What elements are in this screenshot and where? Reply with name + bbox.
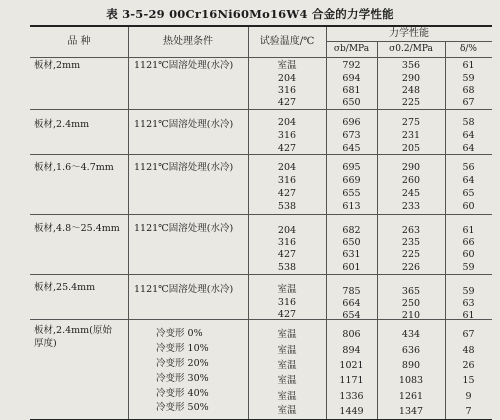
header-product: 品 种 <box>67 36 91 47</box>
cell-sigma-02: 290 <box>401 73 421 84</box>
cell-temp: 427 <box>277 188 297 199</box>
cell-sigma-02: 434 <box>401 329 421 340</box>
cell-sigma-02: 1347 <box>398 406 424 417</box>
cell-sigma-02: 260 <box>401 175 421 186</box>
cell-sigma-b: 894 <box>342 345 361 356</box>
cell-temp: 室温 <box>277 345 297 356</box>
cell-delta: 67 <box>462 97 475 108</box>
cell-sigma-02: 250 <box>401 298 421 309</box>
cell-sigma-b: 681 <box>342 85 361 96</box>
cell-sigma-02: 231 <box>401 130 421 141</box>
cell-temp: 204 <box>277 225 297 236</box>
cell-sigma-b: 1336 <box>339 391 364 402</box>
group-product-line2: 厚度) <box>34 338 57 349</box>
group-product-line1: 板材,2.4mm(原始 <box>34 325 112 336</box>
cell-sigma-b: 631 <box>342 249 361 260</box>
cell-temp: 室温 <box>277 284 297 295</box>
header-temperature: 试验温度/℃ <box>259 36 315 47</box>
group-treatment: 1121℃固溶处理(水冷) <box>134 162 234 173</box>
cell-delta: 63 <box>462 298 475 309</box>
cell-sigma-b: 645 <box>342 143 361 154</box>
cell-temp: 204 <box>277 73 297 84</box>
cell-sigma-02: 235 <box>401 237 421 248</box>
cell-sigma-b: 1449 <box>339 406 364 417</box>
cell-delta: 68 <box>462 85 475 96</box>
group-product: 板材,1.6～4.7mm <box>34 162 114 173</box>
cell-temp: 204 <box>277 162 297 173</box>
cell-sigma-02: 225 <box>401 249 421 260</box>
mechanical-properties-table <box>30 25 492 420</box>
cell-temp: 427 <box>277 97 297 108</box>
cell-temp: 室温 <box>277 329 297 340</box>
cell-delta: 61 <box>462 225 475 236</box>
header-sigma-02: σ0.2/MPa <box>389 44 433 54</box>
cell-delta: 64 <box>462 143 475 154</box>
cell-temp: 316 <box>277 130 297 141</box>
cell-sigma-02: 248 <box>401 85 421 96</box>
cell-delta: 58 <box>462 117 475 128</box>
group-treatment: 1121℃固溶处理(水冷) <box>134 284 234 295</box>
cell-sigma-02: 356 <box>401 60 421 71</box>
cell-delta: 9 <box>465 391 472 402</box>
cell-sigma-b: 696 <box>342 117 361 128</box>
cell-sigma-b: 1021 <box>339 360 364 371</box>
cell-sigma-02: 636 <box>401 345 421 356</box>
cell-temp: 538 <box>277 262 297 273</box>
cell-sigma-02: 1083 <box>398 375 424 386</box>
cell-temp: 室温 <box>277 375 297 386</box>
header-subline <box>326 41 492 42</box>
cell-sigma-b: 1171 <box>339 375 364 386</box>
cell-sigma-02: 210 <box>401 310 421 321</box>
cell-sigma-02: 890 <box>401 360 421 371</box>
cell-sigma-02: 245 <box>401 188 421 199</box>
header-sigma-b: σb/MPa <box>333 44 370 54</box>
cell-delta: 59 <box>462 286 475 297</box>
cell-temp: 316 <box>277 297 297 308</box>
cell-temp: 204 <box>277 117 297 128</box>
cell-sigma-b: 650 <box>342 237 361 248</box>
group-product: 板材,2.4mm <box>34 119 90 130</box>
cell-condition: 冷变形 40% <box>156 388 209 399</box>
table-title: 表 3-5-29 00Cr16Ni60Mo16W4 合金的力学性能 <box>106 7 394 21</box>
group-product: 板材,2mm <box>34 60 81 71</box>
group-product: 板材,25.4mm <box>34 282 96 293</box>
cell-delta: 59 <box>462 262 475 273</box>
cell-delta: 65 <box>462 188 475 199</box>
cell-delta: 48 <box>462 345 475 356</box>
cell-delta: 61 <box>462 60 475 71</box>
cell-temp: 室温 <box>277 60 297 71</box>
cell-sigma-02: 365 <box>401 286 421 297</box>
group-separator <box>30 154 492 155</box>
cell-delta: 56 <box>462 162 475 173</box>
cell-sigma-02: 205 <box>401 143 421 154</box>
cell-condition: 冷变形 10% <box>156 343 209 354</box>
cell-sigma-02: 233 <box>401 201 421 212</box>
cell-temp: 538 <box>277 201 297 212</box>
cell-condition: 冷变形 50% <box>156 402 209 413</box>
cell-delta: 61 <box>462 310 475 321</box>
cell-sigma-02: 275 <box>401 117 421 128</box>
header-delta: δ/% <box>459 44 477 54</box>
col-divider <box>128 27 129 419</box>
group-separator <box>30 274 492 275</box>
cell-temp: 316 <box>277 175 297 186</box>
cell-sigma-b: 695 <box>342 162 361 173</box>
cell-sigma-02: 1261 <box>398 391 424 402</box>
cell-sigma-b: 785 <box>342 286 361 297</box>
cell-temp: 427 <box>277 143 297 154</box>
cell-temp: 316 <box>277 237 297 248</box>
cell-delta: 59 <box>462 73 475 84</box>
group-treatment: 1121℃固溶处理(水冷) <box>134 119 234 130</box>
cell-sigma-b: 694 <box>342 73 361 84</box>
group-treatment: 1121℃固溶处理(水冷) <box>134 223 234 234</box>
cell-sigma-b: 669 <box>342 175 361 186</box>
cell-delta: 26 <box>462 360 475 371</box>
group-separator <box>30 214 492 215</box>
cell-delta: 15 <box>462 375 475 386</box>
cell-sigma-02: 263 <box>401 225 421 236</box>
cell-delta: 64 <box>462 175 475 186</box>
group-separator <box>30 109 492 110</box>
cell-sigma-b: 673 <box>342 130 361 141</box>
cell-temp: 427 <box>277 249 297 260</box>
group-treatment: 1121℃固溶处理(水冷) <box>134 60 234 71</box>
header-heat-treatment: 热处理条件 <box>163 36 213 47</box>
cell-delta: 66 <box>462 237 475 248</box>
header-bottom-line <box>30 57 492 58</box>
cell-temp: 316 <box>277 85 297 96</box>
cell-delta: 64 <box>462 130 475 141</box>
cell-condition: 冷变形 0% <box>156 328 203 339</box>
cell-condition: 冷变形 30% <box>156 373 209 384</box>
cell-sigma-02: 226 <box>401 262 421 273</box>
cell-sigma-b: 664 <box>342 298 361 309</box>
cell-sigma-b: 650 <box>342 97 361 108</box>
cell-sigma-b: 613 <box>342 201 361 212</box>
cell-sigma-b: 806 <box>342 329 361 340</box>
cell-delta: 67 <box>462 329 475 340</box>
group-product: 板材,4.8～25.4mm <box>34 223 120 234</box>
cell-sigma-b: 601 <box>342 262 361 273</box>
cell-sigma-b: 655 <box>342 188 361 199</box>
cell-temp: 室温 <box>277 391 297 402</box>
cell-sigma-02: 225 <box>401 97 421 108</box>
cell-delta: 60 <box>462 201 475 212</box>
cell-sigma-02: 290 <box>401 162 421 173</box>
cell-temp: 室温 <box>277 360 297 371</box>
cell-condition: 冷变形 20% <box>156 358 209 369</box>
header-mechanical: 力学性能 <box>389 28 429 39</box>
cell-delta: 60 <box>462 249 475 260</box>
cell-sigma-b: 792 <box>342 60 361 71</box>
cell-delta: 7 <box>465 406 472 417</box>
cell-temp: 427 <box>277 309 297 320</box>
cell-sigma-b: 682 <box>342 225 361 236</box>
cell-temp: 室温 <box>277 405 297 416</box>
cell-sigma-b: 654 <box>342 310 361 321</box>
